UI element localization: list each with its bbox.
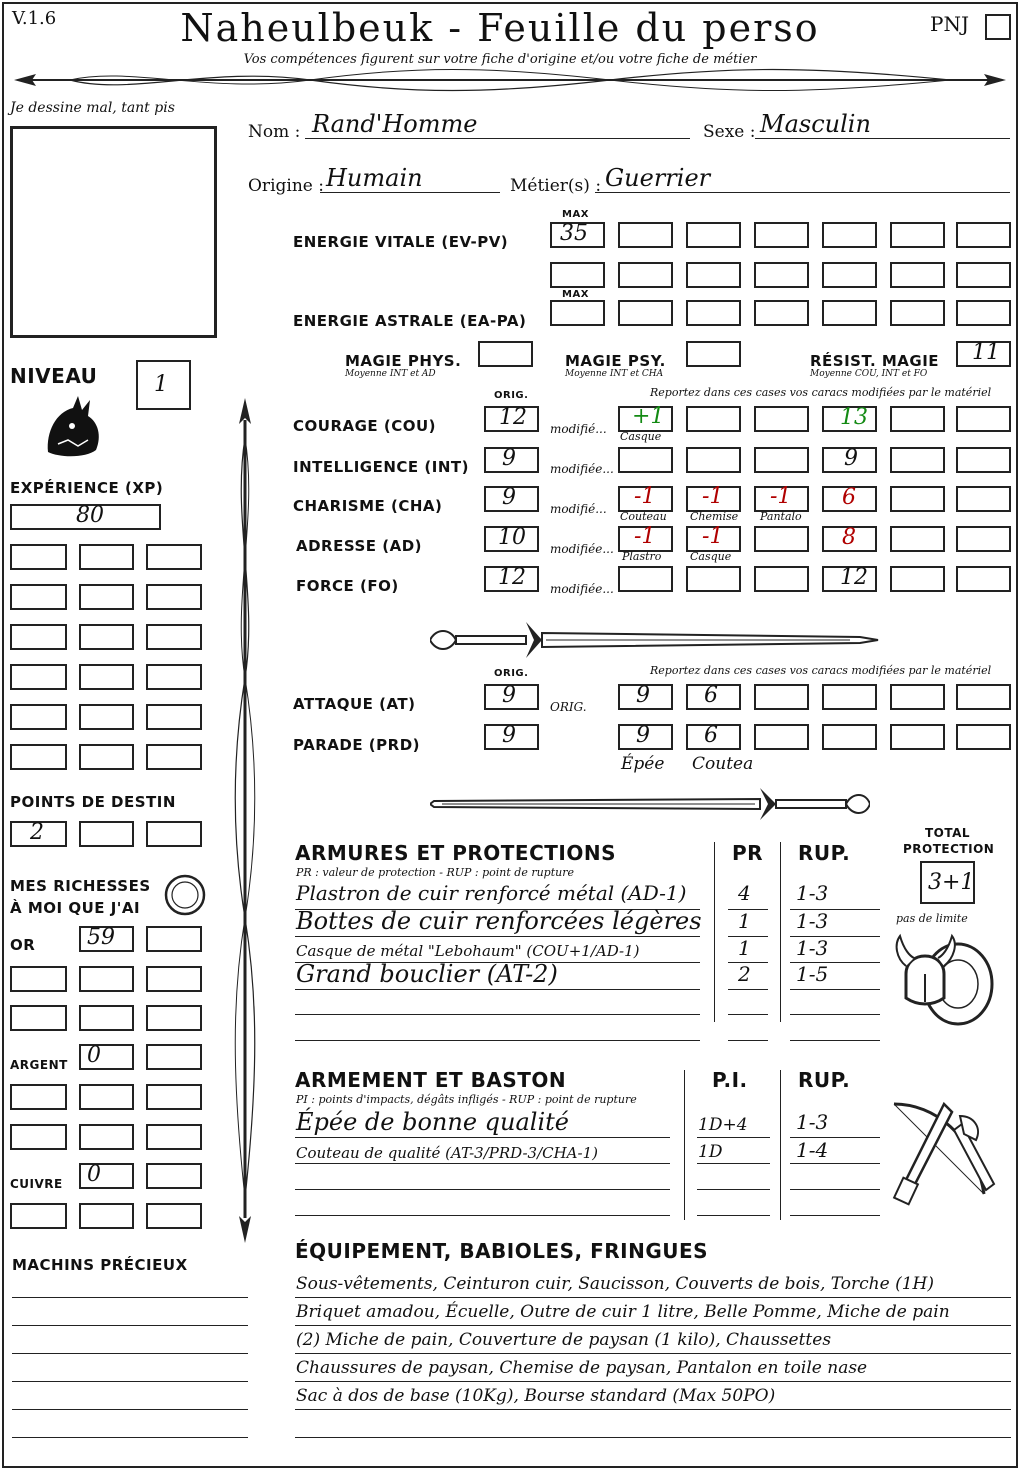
coin-icon: [163, 873, 207, 917]
stat-mod-box[interactable]: -1: [618, 486, 673, 512]
xp-extra-box[interactable]: [146, 624, 202, 650]
equipement-line: [295, 1325, 1011, 1326]
xp-extra-box[interactable]: [146, 544, 202, 570]
stat-mod-box[interactable]: [754, 566, 809, 592]
armure-line: [790, 1040, 880, 1041]
armure-line: [790, 1014, 880, 1015]
ev-box[interactable]: [822, 262, 877, 288]
armure-rup[interactable]: 1-5: [796, 962, 829, 986]
portrait-caption: Je dessine mal, tant pis: [10, 100, 175, 116]
or-box[interactable]: [146, 926, 202, 952]
modifiee-label: modifiée...: [550, 462, 614, 476]
pi-label: P.I.: [712, 1068, 748, 1092]
xp-extra-box[interactable]: [79, 744, 134, 770]
xp-extra-box[interactable]: [146, 704, 202, 730]
magie-psy-label: MAGIE PSY.: [565, 352, 666, 370]
armure-line: [728, 1014, 768, 1015]
equipement-line-text[interactable]: Sac à dos de base (10Kg), Bourse standard (Max 50PO): [296, 1386, 776, 1406]
stat-label: FORCE (FO): [296, 577, 399, 595]
xp-extra-box[interactable]: [79, 544, 134, 570]
equipement-line: [295, 1409, 1011, 1410]
ev-box[interactable]: [956, 222, 1011, 248]
stat-mod-caption: Chemise: [690, 510, 739, 523]
ev-box[interactable]: [550, 262, 605, 288]
stat-final-box[interactable]: 12: [822, 566, 877, 592]
armures-divider: [714, 842, 715, 1022]
or-box[interactable]: [10, 1005, 67, 1031]
modifie-label: ORIG.: [550, 700, 587, 714]
stat-extra-box[interactable]: [956, 406, 1011, 432]
stat-final-box[interactable]: 13: [822, 406, 877, 432]
stat-orig-box[interactable]: 12: [484, 406, 539, 432]
armure-pr[interactable]: 2: [738, 962, 751, 986]
xp-extra-box[interactable]: [10, 664, 67, 690]
attaque-mod-box[interactable]: [822, 684, 877, 710]
stat-extra-box[interactable]: [956, 566, 1011, 592]
argent-box[interactable]: 0: [79, 1044, 134, 1070]
sword-icon: [430, 620, 880, 660]
xp-extra-box[interactable]: [146, 744, 202, 770]
cuivre-box[interactable]: [146, 1163, 202, 1189]
or-box[interactable]: [146, 966, 202, 992]
armure-line: [790, 989, 880, 990]
stat-mod-box[interactable]: [686, 447, 741, 473]
ev-box[interactable]: [822, 222, 877, 248]
xp-extra-box[interactable]: [10, 544, 67, 570]
stat-mod-box[interactable]: -1: [686, 486, 741, 512]
armement-title: ARMEMENT ET BASTON: [295, 1068, 567, 1092]
modifie-label: modifié...: [550, 502, 607, 516]
combat-report-note: Reportez dans ces cases vos caracs modifiées par le matériel: [650, 664, 992, 677]
metier-label: Métier(s) :: [510, 176, 602, 196]
armures-rup-label: RUP.: [798, 841, 851, 865]
precieux-line[interactable]: [12, 1353, 248, 1354]
stat-label: COURAGE (COU): [293, 417, 437, 435]
ev-box[interactable]: [890, 262, 945, 288]
ea-box[interactable]: [822, 300, 877, 326]
equipement-title: ÉQUIPEMENT, BABIOLES, FRINGUES: [295, 1239, 709, 1263]
xp-extra-box[interactable]: [79, 584, 134, 610]
stat-mod-caption: Plastro: [622, 550, 662, 563]
armement-divider: [684, 1070, 685, 1220]
stat-extra-box[interactable]: [890, 526, 945, 552]
stat-orig-box[interactable]: 10: [484, 526, 539, 552]
parade-mod-box[interactable]: [890, 724, 945, 750]
modifiee-label: modifiée...: [550, 542, 614, 556]
niveau-label: NIVEAU: [10, 364, 98, 388]
armure-name[interactable]: Bottes de cuir renforcées légères: [296, 907, 702, 935]
armures-divider: [780, 842, 781, 1022]
sword-icon: [430, 784, 870, 824]
sexe-value[interactable]: Masculin: [760, 110, 871, 138]
equipement-line-text[interactable]: Sous-vêtements, Ceinturon cuir, Saucisson, Couverts de bois, Torche (1H): [296, 1274, 934, 1294]
spear-icon: [230, 398, 260, 1243]
stat-mod-caption: Couteau: [620, 510, 667, 523]
equipement-line: [295, 1297, 1011, 1298]
armure-line: [728, 1040, 768, 1041]
origine-label: Origine :: [248, 176, 324, 196]
magie-psy-box[interactable]: [686, 341, 741, 367]
stat-extra-box[interactable]: [890, 486, 945, 512]
xp-label: EXPÉRIENCE (XP): [10, 479, 164, 497]
weapon-caption: Coutea: [692, 754, 754, 774]
armement-note: PI : points d'impacts, dégâts infligés - RUP : point de rupture: [296, 1093, 637, 1106]
stat-extra-box[interactable]: [890, 566, 945, 592]
arme-line: [697, 1163, 770, 1164]
precieux-line[interactable]: [12, 1381, 248, 1382]
pr-label: PR: [732, 841, 764, 865]
ev-box[interactable]: [686, 262, 741, 288]
armure-pr[interactable]: 4: [738, 881, 751, 905]
stat-final-box[interactable]: 8: [822, 526, 877, 552]
resist-magie-label: RÉSIST. MAGIE: [810, 352, 940, 370]
equipement-line[interactable]: [295, 1437, 1011, 1438]
modifiee-label: modifiée...: [550, 582, 614, 596]
stat-mod-box[interactable]: -1: [686, 526, 741, 552]
ev-box[interactable]: [618, 262, 673, 288]
stat-mod-caption: Casque: [620, 430, 662, 443]
richesses-label-1: MES RICHESSES: [10, 877, 151, 895]
cuivre-box[interactable]: [79, 1203, 134, 1229]
parade-mod-box[interactable]: [754, 724, 809, 750]
armure-name[interactable]: Grand bouclier (AT-2): [296, 960, 558, 988]
origine-value[interactable]: Humain: [326, 164, 423, 192]
ea-box[interactable]: [956, 300, 1011, 326]
cuivre-box[interactable]: 0: [79, 1163, 134, 1189]
parade-mod-box[interactable]: [956, 724, 1011, 750]
ea-box[interactable]: [686, 300, 741, 326]
equipement-line: [295, 1381, 1011, 1382]
argent-box[interactable]: [146, 1124, 202, 1150]
ev-max-box[interactable]: 35: [550, 222, 605, 248]
page-title: Naheulbeuk - Feuille du perso: [180, 6, 820, 50]
nom-line: [305, 138, 690, 139]
armure-rup[interactable]: 1-3: [796, 936, 829, 960]
total-label: TOTAL: [925, 826, 971, 840]
pnj-checkbox[interactable]: [985, 14, 1011, 40]
xp-extra-box[interactable]: [146, 584, 202, 610]
modifie-label: modifié...: [550, 422, 607, 436]
stat-orig-box[interactable]: 12: [484, 566, 539, 592]
attaque-mod-box[interactable]: [754, 684, 809, 710]
ea-box[interactable]: [754, 300, 809, 326]
attaque-mod-box[interactable]: 9: [618, 684, 673, 710]
precieux-line[interactable]: [12, 1325, 248, 1326]
metier-value[interactable]: Guerrier: [605, 164, 711, 192]
or-box[interactable]: [146, 1005, 202, 1031]
ev-box[interactable]: [956, 262, 1011, 288]
armures-note: PR : valeur de protection - RUP : point de rupture: [296, 866, 574, 879]
richesses-label-2: À MOI QUE J'AI: [10, 899, 141, 917]
argent-label: ARGENT: [10, 1058, 68, 1072]
precieux-line[interactable]: [12, 1409, 248, 1410]
stat-mod-box[interactable]: -1: [754, 486, 809, 512]
stat-extra-box[interactable]: [956, 486, 1011, 512]
xp-box[interactable]: 80: [10, 504, 161, 530]
arme-line: [697, 1215, 770, 1216]
stat-orig-box[interactable]: 9: [484, 447, 539, 473]
origine-line: [320, 192, 500, 193]
ev-box[interactable]: [686, 222, 741, 248]
arme-line: [697, 1137, 770, 1138]
equipement-line-text[interactable]: (2) Miche de pain, Couverture de paysan (1 kilo), Chaussettes: [296, 1330, 832, 1350]
armure-line[interactable]: [295, 1014, 700, 1015]
destin-box[interactable]: 2: [10, 821, 67, 847]
stat-extra-box[interactable]: [890, 406, 945, 432]
version-label: V.1.6: [12, 8, 57, 29]
stat-label: INTELLIGENCE (INT): [293, 458, 469, 476]
magie-phys-note: Moyenne INT et AD: [345, 369, 436, 379]
stat-mod-box[interactable]: [754, 526, 809, 552]
attaque-mod-box[interactable]: 6: [686, 684, 741, 710]
orig-label: ORIG.: [494, 390, 529, 401]
report-note: Reportez dans ces cases vos caracs modifiées par le matériel: [650, 386, 992, 399]
spear-divider-icon: [10, 66, 1010, 98]
portrait-box[interactable]: [10, 126, 217, 338]
sexe-line: [755, 138, 1010, 139]
metier-line: [595, 192, 1010, 193]
total-protection-box[interactable]: 3+1: [920, 861, 975, 904]
armement-rup-label: RUP.: [798, 1068, 851, 1092]
resist-magie-note: Moyenne COU, INT et FO: [810, 369, 928, 379]
armement-divider: [780, 1070, 781, 1220]
stat-mod-caption: Pantalo: [760, 510, 802, 523]
armure-pr[interactable]: 1: [738, 936, 751, 960]
pnj-label: PNJ: [930, 12, 969, 36]
protection-label: PROTECTION: [903, 842, 995, 856]
arme-line[interactable]: [295, 1215, 670, 1216]
weapon-caption: Épée: [621, 754, 665, 774]
precieux-line[interactable]: [12, 1297, 248, 1298]
armure-rup[interactable]: 1-3: [796, 909, 829, 933]
arme-line: [790, 1163, 880, 1164]
ea-max-label: MAX: [562, 289, 589, 300]
pas-limite-note: pas de limite: [896, 912, 968, 925]
stat-mod-box[interactable]: [618, 566, 673, 592]
armure-rup[interactable]: 1-3: [796, 881, 829, 905]
precieux-label: MACHINS PRÉCIEUX: [12, 1256, 188, 1274]
equipement-line-text[interactable]: Chaussures de paysan, Chemise de paysan, Pantalon en toile nase: [296, 1358, 868, 1378]
magie-psy-note: Moyenne INT et CHA: [565, 369, 664, 379]
combat-orig-label: ORIG.: [494, 668, 529, 679]
or-box[interactable]: 59: [79, 926, 134, 952]
xp-extra-box[interactable]: [10, 624, 67, 650]
viking-shield-icon: [892, 928, 997, 1028]
argent-box[interactable]: [10, 1124, 67, 1150]
argent-box[interactable]: [146, 1084, 202, 1110]
stat-mod-box[interactable]: [754, 406, 809, 432]
attaque-orig-box[interactable]: 9: [484, 684, 539, 710]
cuivre-box[interactable]: [10, 1203, 67, 1229]
arme-line: [295, 1137, 670, 1138]
stat-extra-box[interactable]: [956, 526, 1011, 552]
or-box[interactable]: [79, 1005, 134, 1031]
armures-title: ARMURES ET PROTECTIONS: [295, 841, 616, 865]
armure-line: [295, 989, 700, 990]
parade-label: PARADE (PRD): [293, 736, 421, 754]
parade-mod-box[interactable]: [822, 724, 877, 750]
stat-mod-caption: Casque: [690, 550, 732, 563]
arme-rup[interactable]: 1-4: [796, 1138, 829, 1162]
stat-mod-box[interactable]: [686, 406, 741, 432]
arme-pi[interactable]: 1D+4: [698, 1115, 748, 1135]
stat-mod-box[interactable]: +1: [618, 406, 673, 432]
ea-box[interactable]: [618, 300, 673, 326]
attaque-mod-box[interactable]: [956, 684, 1011, 710]
ev-box[interactable]: [754, 222, 809, 248]
ev-label: ENERGIE VITALE (EV-PV): [293, 233, 509, 251]
xp-extra-box[interactable]: [79, 664, 134, 690]
armure-name[interactable]: Casque de métal "Lebohaum" (COU+1/AD-1): [296, 942, 640, 960]
arme-name[interactable]: Couteau de qualité (AT-3/PRD-3/CHA-1): [296, 1144, 598, 1162]
attaque-mod-box[interactable]: [890, 684, 945, 710]
arme-line: [790, 1189, 880, 1190]
nom-label: Nom :: [248, 122, 301, 142]
xp-extra-box[interactable]: [10, 584, 67, 610]
stat-mod-box[interactable]: [618, 447, 673, 473]
arme-line: [697, 1189, 770, 1190]
ea-box[interactable]: [890, 300, 945, 326]
xp-extra-box[interactable]: [10, 744, 67, 770]
magie-phys-label: MAGIE PHYS.: [345, 352, 462, 370]
arme-pi[interactable]: 1D: [698, 1142, 723, 1162]
armure-line[interactable]: [295, 1040, 700, 1041]
argent-box[interactable]: [146, 1044, 202, 1070]
page-subtitle: Vos compétences figurent sur votre fiche d'origine et/ou votre fiche de métier: [243, 52, 757, 67]
parade-orig-box[interactable]: 9: [484, 724, 539, 750]
arme-line: [790, 1215, 880, 1216]
ea-max-box[interactable]: [550, 300, 605, 326]
resist-magie-box[interactable]: 11: [956, 341, 1011, 367]
xp-extra-box[interactable]: [79, 624, 134, 650]
parade-mod-box[interactable]: 6: [686, 724, 741, 750]
equipement-line: [295, 1353, 1011, 1354]
stat-extra-box[interactable]: [890, 447, 945, 473]
stat-label: ADRESSE (AD): [296, 537, 423, 555]
armure-line: [728, 989, 768, 990]
ev-box[interactable]: [618, 222, 673, 248]
arme-name[interactable]: Épée de bonne qualité: [296, 1108, 569, 1136]
ev-box[interactable]: [890, 222, 945, 248]
cuivre-label: CUIVRE: [10, 1177, 63, 1191]
stat-mod-box[interactable]: [754, 447, 809, 473]
ev-box[interactable]: [754, 262, 809, 288]
destin-box[interactable]: [146, 821, 202, 847]
destin-box[interactable]: [79, 821, 134, 847]
destin-label: POINTS DE DESTIN: [10, 793, 176, 811]
argent-box[interactable]: [79, 1124, 134, 1150]
stat-orig-box[interactable]: 9: [484, 486, 539, 512]
arme-line: [295, 1163, 670, 1164]
attaque-label: ATTAQUE (AT): [293, 695, 416, 713]
magie-phys-box[interactable]: [478, 341, 533, 367]
or-box[interactable]: [10, 966, 67, 992]
parade-mod-box[interactable]: 9: [618, 724, 673, 750]
armure-line: [295, 936, 700, 937]
nom-value[interactable]: Rand'Homme: [312, 110, 478, 138]
equipement-line-text[interactable]: Briquet amadou, Écuelle, Outre de cuir 1 litre, Belle Pomme, Miche de pain: [296, 1302, 950, 1322]
argent-box[interactable]: [10, 1084, 67, 1110]
cuivre-box[interactable]: [146, 1203, 202, 1229]
armure-pr[interactable]: 1: [738, 909, 751, 933]
stat-final-box[interactable]: 6: [822, 486, 877, 512]
stat-final-box[interactable]: 9: [822, 447, 877, 473]
niveau-box[interactable]: 1: [136, 360, 191, 410]
ea-label: ENERGIE ASTRALE (EA-PA): [293, 312, 527, 330]
stat-mod-box[interactable]: -1: [618, 526, 673, 552]
stat-label: CHARISME (CHA): [293, 497, 443, 515]
arme-line[interactable]: [295, 1189, 670, 1190]
weapons-icon: [884, 1094, 1004, 1214]
dragon-icon: [38, 392, 108, 462]
xp-extra-box[interactable]: [79, 704, 134, 730]
precieux-line[interactable]: [12, 1437, 248, 1438]
sexe-label: Sexe :: [703, 122, 756, 142]
argent-box[interactable]: [79, 1084, 134, 1110]
xp-extra-box[interactable]: [10, 704, 67, 730]
xp-extra-box[interactable]: [146, 664, 202, 690]
stat-extra-box[interactable]: [956, 447, 1011, 473]
ev-max-label: MAX: [562, 209, 589, 220]
or-label: OR: [10, 936, 36, 954]
or-box[interactable]: [79, 966, 134, 992]
armure-name[interactable]: Plastron de cuir renforcé métal (AD-1): [296, 881, 687, 905]
stat-mod-box[interactable]: [686, 566, 741, 592]
arme-rup[interactable]: 1-3: [796, 1110, 829, 1134]
